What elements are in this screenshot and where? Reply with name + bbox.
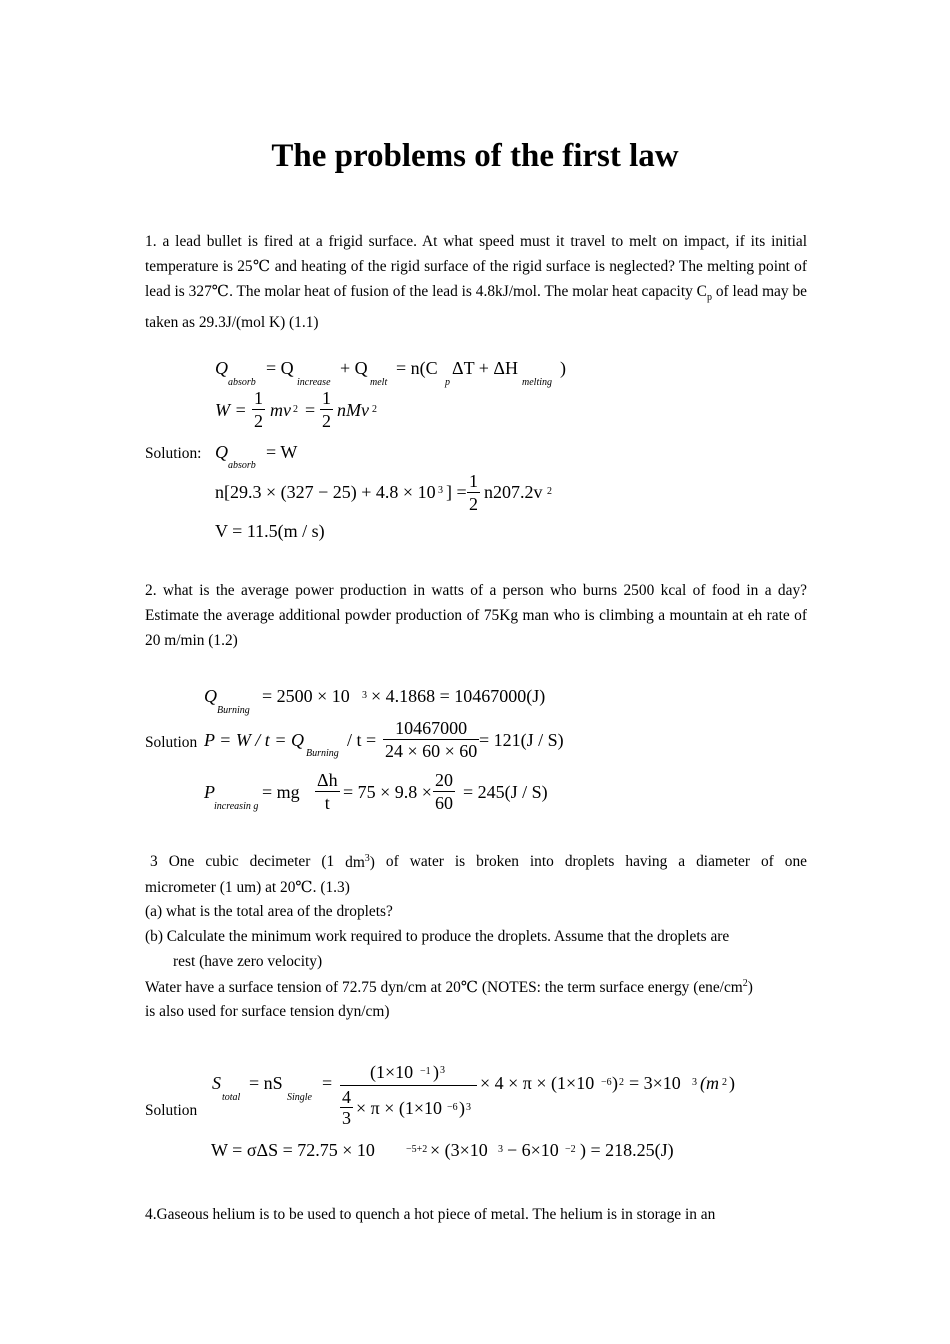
fraction-bar (340, 1085, 477, 1086)
problem-2-text: 2. what is the average power production in watts of a person who burns 2500 kcal of food in a day? Estimate the average additional powder production of 75Kg man who is climbing a mountain at eh rate of 20 m/min (1.2) (145, 582, 807, 649)
solution-label: Solution (145, 1102, 198, 1119)
problem-3-note-2: is also used for surface tension dyn/cm) (145, 1003, 390, 1020)
page-title: The problems of the first law (271, 138, 679, 174)
problem-4-text: 4.Gaseous helium is to be used to quench a hot piece of metal. The helium is in storage in an (145, 1206, 716, 1223)
problem-3-item-b: (b) Calculate the minimum work required to produce the droplets. Assume that the droplets are (145, 928, 730, 945)
solution-label: Solution (145, 734, 198, 751)
problem-3-note: Water have a surface tension of 72.75 dyn/cm at 20℃ (NOTES: the term surface energy $(ene/cm^2)$ (145, 978, 753, 997)
problem-3-text-2: micrometer (1 um) at 20℃. (1.3) (145, 879, 350, 896)
problem-3-text: 3 One cubic decimeter (1 $dm^3$) of water is broken into droplets having a diameter of one (150, 853, 807, 872)
problem-1-text: 1. a lead bullet is fired at a frigid surface. At what speed must it travel to melt on impact, if its initial temperature is 25℃ and heating of the rigid surface of the rigid surface is neglected? The melting point of lead is 327℃. The molar heat of fusion of the lead is 4.8kJ/mol. The molar heat capacity $C_p$ of lead may be taken as 29.3J/(mol K) (1.1) (145, 233, 807, 332)
solution-label: Solution: (145, 445, 202, 462)
problem-3-item-a: (a) what is the total area of the droplets? (145, 903, 393, 920)
problem-3-item-b-cont: rest (have zero velocity) (173, 953, 323, 970)
